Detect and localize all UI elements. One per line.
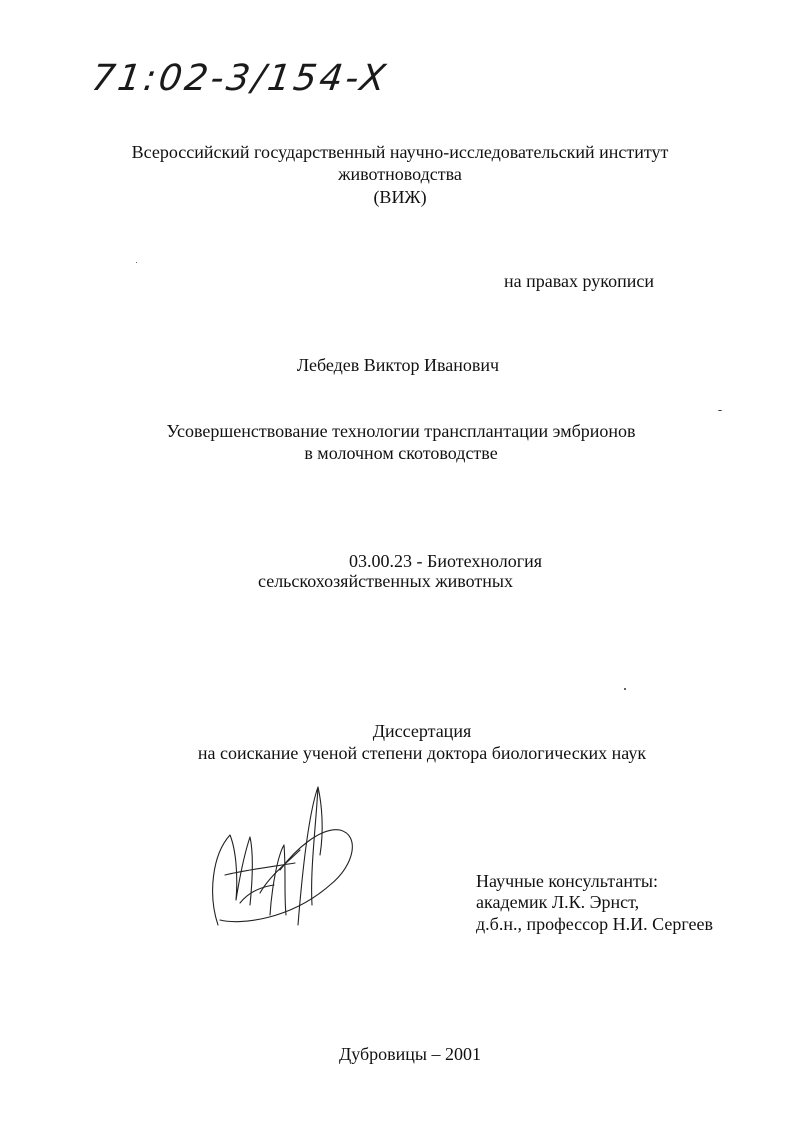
specialty-name: сельскохозяйственных животных: [258, 571, 513, 591]
manuscript-rights-note: на правах рукописи: [504, 271, 654, 291]
specialty-code: 03.00.23 - Биотехнология: [349, 551, 543, 571]
consultants-heading: Научные консультанты:: [476, 871, 658, 891]
degree-description: на соискание ученой степени доктора биологических наук: [197, 743, 647, 763]
place-and-year: Дубровицы – 2001: [338, 1044, 482, 1064]
consultant-1: академик Л.К. Эрнст,: [476, 892, 640, 912]
institute-abbreviation: (ВИЖ): [373, 187, 427, 207]
author-name: Лебедев Виктор Иванович: [296, 355, 500, 375]
scan-speck: [624, 688, 626, 690]
scan-speck: [718, 410, 722, 411]
thesis-title-line1: Усовершенствование технологии трансплантации эмбрионов: [166, 421, 636, 441]
document-type: Диссертация: [372, 721, 472, 741]
handwritten-signature: [200, 775, 370, 935]
institute-name-line2: животноводства: [338, 164, 462, 184]
consultant-2: д.б.н., профессор Н.И. Сергеев: [476, 914, 713, 934]
scan-speck: [136, 262, 137, 263]
institute-name-line1: Всероссийский государственный научно-исследовательский институт: [131, 142, 669, 162]
archive-number-handwritten: 71:02-3/154-X: [89, 58, 391, 99]
thesis-title-line2: в молочном скотоводстве: [304, 443, 498, 463]
